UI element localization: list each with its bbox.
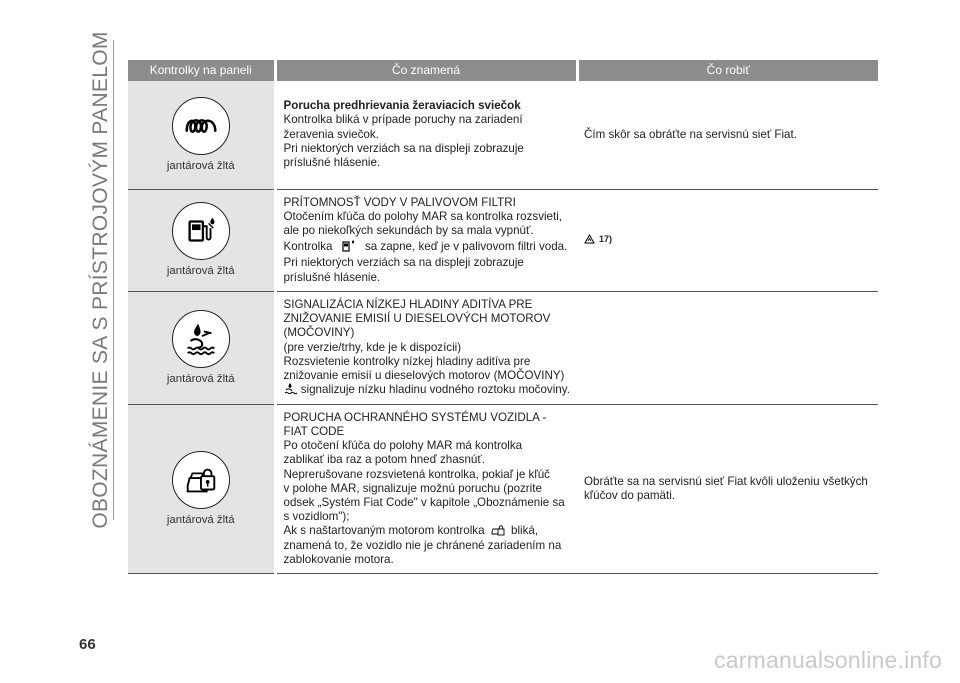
meaning-cell — [275, 404, 577, 573]
book-note-icon — [584, 234, 595, 244]
immobilizer-icon — [491, 524, 505, 536]
text-line: Kontrolka bliká v prípade poruchy na zariadení — [283, 113, 523, 127]
action-cell — [577, 291, 878, 404]
glow-plug-icon — [172, 97, 230, 155]
text-line: znamená to, že vozidlo nie je chránené zariadením na — [283, 538, 562, 552]
row-title: PORUCHA OCHRANNÉHO SYSTÉMU VOZIDLA - — [283, 410, 547, 424]
text-line-with-icon — [284, 240, 572, 254]
adblue-low-icon — [172, 310, 230, 368]
water-in-fuel-icon — [172, 202, 230, 260]
icon-cell — [128, 189, 275, 291]
text-line: (pre verzie/trhy, kde je k dispozícii) — [283, 340, 462, 354]
adblue-low-icon — [284, 383, 298, 395]
side-rule — [113, 40, 114, 520]
light-color-label: jantárová žltá — [166, 372, 235, 385]
text-line: Pri niektorých verziách sa na displeji zobrazuje — [283, 141, 524, 155]
note-number: 17) — [599, 233, 613, 244]
action-cell — [577, 404, 878, 573]
warning-lights-table — [128, 60, 878, 574]
text-line: Otočením kľúča do polohy MAR sa kontrolka rozsvieti, — [283, 209, 563, 223]
icon-cell — [128, 291, 275, 404]
text-fragment: Kontrolka — [283, 240, 333, 254]
immobilizer-icon — [172, 451, 230, 509]
row-title: Porucha predhrievania žeraviacich sviečok — [283, 99, 521, 113]
light-color-label: jantárová žltá — [166, 159, 235, 172]
text-line: v polohe MAR, signalizuje možnú poruchu (pozrite — [283, 481, 542, 495]
action-text: Čím skôr sa obráťte na servisnú sieť Fiat. — [584, 127, 797, 141]
action-text: Obráťte sa na servisnú sieť Fiat kvôli uloženiu všetkých — [584, 474, 868, 488]
side-chapter-title: OBOZNÁMENIE SA S PRÍSTROJOVÝM PANELOM — [89, 31, 112, 529]
text-line: ale po niekoľkých sekundách by sa mala vypnúť. — [283, 223, 534, 237]
row-title: PRÍTOMNOSŤ VODY V PALIVOVOM FILTRI — [283, 195, 516, 209]
icon-cell — [128, 404, 275, 573]
text-line: príslušné hlásenie. — [283, 270, 381, 284]
page-number: 66 — [79, 636, 96, 653]
watermark: carmanualsonline.info — [714, 647, 942, 673]
meaning-cell — [275, 189, 577, 291]
text-fragment: signalizuje nízku hladinu vodného roztoku močoviny. — [300, 383, 570, 397]
text-line: zablokovanie motora. — [283, 552, 394, 566]
row-title: SIGNALIZÁCIA NÍZKEJ HLADINY ADITÍVA PRE — [283, 298, 533, 311]
row-title: ZNIŽOVANIE EMISIÍ U DIESELOVÝCH MOTOROV — [283, 312, 551, 326]
table-row — [128, 189, 878, 291]
row-title: FIAT CODE — [283, 424, 345, 438]
text-fragment: sa zapne, keď je v palivovom filtri voda. — [364, 240, 568, 254]
table-row — [128, 291, 878, 404]
meaning-cell — [275, 81, 577, 189]
icon-cell — [128, 81, 275, 189]
light-color-label: jantárová žltá — [166, 265, 235, 277]
table-row — [128, 404, 878, 573]
action-cell — [577, 81, 878, 189]
text-line: Neprerušovane rozsvietená kontrolka, pokiaľ je kľúč — [283, 467, 550, 481]
text-line: žeravenia sviečok. — [283, 127, 379, 141]
text-line: Rozsvietenie kontrolky nízkej hladiny aditíva pre — [283, 354, 531, 368]
table-header — [128, 60, 878, 81]
water-in-fuel-icon — [342, 240, 356, 252]
text-line-with-icon — [284, 383, 572, 397]
text-line: Pri niektorých verziách sa na displeji zobrazuje — [283, 256, 524, 270]
action-text: kľúčov do pamäti. — [584, 488, 676, 502]
note-reference — [584, 232, 612, 246]
text-line: odsek „Systém Fiat Code" v kapitole „Oboznámenie sa — [283, 495, 565, 509]
meaning-cell — [275, 291, 577, 404]
header-action: Čo robiť — [577, 60, 878, 81]
text-fragment: Ak s naštartovaným motorom kontrolka — [283, 524, 485, 538]
text-line: znižovanie emisií u dieselových motorov (MOČOVINY) — [283, 369, 565, 383]
action-cell — [577, 189, 878, 291]
text-line: príslušné hlásenie. — [283, 156, 381, 170]
header-lights: Kontrolky na paneli — [128, 60, 275, 81]
text-line-with-icon — [284, 524, 572, 538]
text-fragment: bliká, — [511, 524, 539, 538]
header-meaning: Čo znamená — [275, 60, 577, 81]
light-color-label: jantárová žltá — [166, 513, 235, 526]
row-title: (MOČOVINY) — [283, 326, 355, 340]
text-line: Po otočení kľúča do polohy MAR má kontrolka — [283, 439, 523, 453]
text-line: s vozidlom"); — [283, 510, 350, 524]
text-line: zablikať iba raz a potom hneď zhasnúť. — [283, 453, 485, 467]
table-row — [128, 81, 878, 189]
